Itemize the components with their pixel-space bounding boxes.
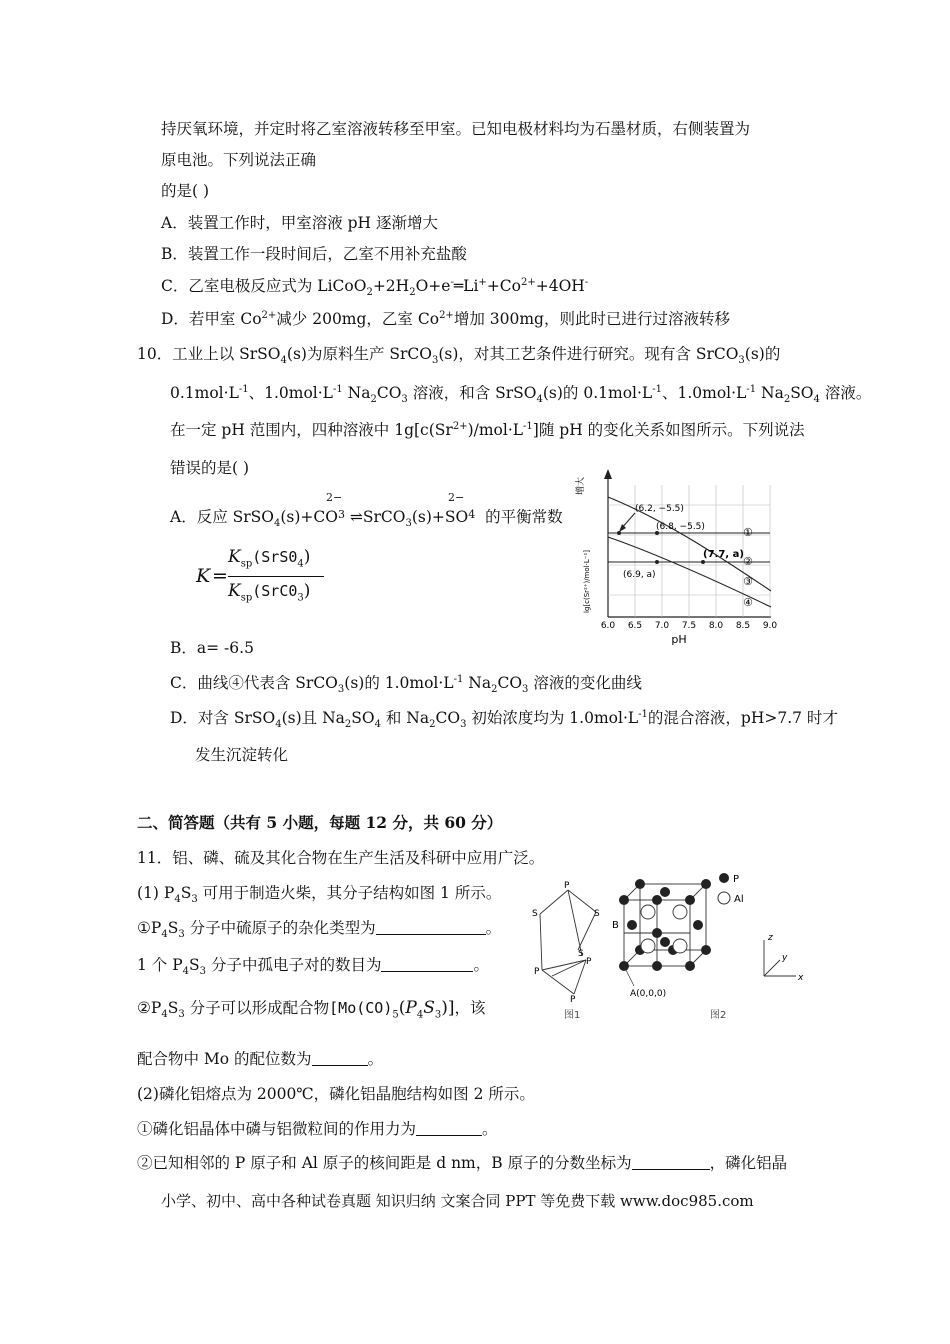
point-label-2: (6.8, −5.5) <box>656 522 705 532</box>
q10-option-b: B．a= -6.5 <box>170 639 254 657</box>
answer-blank-coordination-number[interactable] <box>312 1051 368 1066</box>
curve-label-2: ② <box>743 555 753 568</box>
graph-x-label: pH <box>671 633 687 646</box>
atom-s-right: S <box>594 909 600 919</box>
answer-blank-hybridization[interactable] <box>376 920 486 935</box>
graph-y-axis-title: lg[c(Sr²⁺)/mol·L⁻¹] <box>583 549 591 613</box>
graph-y-label: 增大 <box>576 476 586 495</box>
q9-option-c: C．乙室电极反应式为 $LiCoO_2+2H_2O+e^-═Li^++Co^{2+}+4OH^-$ <box>161 276 589 299</box>
q11-line1: 11．铝、磷、硫及其化合物在生产生活及科研中应用广泛。 <box>137 849 545 867</box>
answer-blank-lone-pairs[interactable] <box>381 957 473 972</box>
p4s3-molecule-figure <box>522 876 622 1026</box>
sr-concentration-graph <box>575 465 790 655</box>
curve-label-1: ① <box>743 526 753 539</box>
x-tick-7.5: 7.5 <box>681 621 697 631</box>
legend-p: P <box>733 874 740 885</box>
curve-label-3: ③ <box>743 575 753 588</box>
point-label-1: (6.2, −5.5) <box>635 504 684 514</box>
x-tick-7.0: 7.0 <box>654 621 670 631</box>
axis-y: y <box>782 953 788 963</box>
label-b: B <box>612 920 619 931</box>
q9-option-d: D．若甲室 $Co^{2+}$减少 200mg，乙室 $Co^{2+}$增加 300mg，则此时已进行过溶液转移 <box>161 309 730 328</box>
point-label-3: (7.7, a) <box>703 549 744 560</box>
page-footer: 小学、初中、高中各种试卷真题 知识归纳 文案合同 PPT 等免费下载 www.doc985.com <box>161 1192 754 1210</box>
x-tick-9.0: 9.0 <box>762 621 778 631</box>
q10-option-d-line2: 发生沉淀转化 <box>195 746 289 764</box>
atom-p-right: P <box>586 957 592 967</box>
q11-line2: (1) $P_4S_3$ 可用于制造火柴，其分子结构如图 1 所示。 <box>137 884 502 906</box>
q10-line1: 10．工业上以 SrSO$_4$(s)为原料生产 SrCO$_3$(s)，对其工艺条件进行研究。现有含 SrCO$_3$(s)的 <box>137 345 781 367</box>
q11-line4: 1 个 $P_4S_3$ 分子中孤电子对的数目为 。 <box>137 956 489 978</box>
atom-s-mid: S <box>578 949 584 959</box>
legend-al-dot <box>718 892 730 904</box>
q10-option-c: C．曲线④代表含 SrCO$_3$(s)的 $1.0mol\cdot L^{-1}$ $Na_2CO_3$ 溶液的变化曲线 <box>170 673 642 696</box>
atom-p-left: P <box>534 967 540 977</box>
q9-line1: 持厌氧环境，并定时将乙室溶液转移至甲室。已知电极材料均为石墨材质，右侧装置为 <box>161 120 751 138</box>
q9-option-b: B．装置工作一段时间后，乙室不用补充盐酸 <box>161 245 467 263</box>
atom-p-top: P <box>564 881 570 891</box>
q11-line9: ②已知相邻的 P 原子和 Al 原子的核间距是 d nm，B 原子的分数坐标为 ，磷化铝晶 <box>137 1154 788 1172</box>
legend-al: Al <box>734 894 744 905</box>
axis-z: z <box>768 933 773 943</box>
q10-option-a: A．反应 $SrSO_4(s)+CO^3$ $\rightleftharpoons SrCO_3(s)+SO^4$ 的平衡常数 <box>170 508 563 530</box>
ion-charge-so4: 2− <box>448 491 465 504</box>
q10-option-d: D．对含 SrSO$_4$(s)且 $Na_2SO_4$ 和 $Na_2CO_3$ 初始浓度均为 $1.0mol\cdot L^{-1}$的混合溶液，pH>7.7 时才 <box>170 708 838 731</box>
section-2-title: 二、简答题（共有 5 小题，每题 12 分，共 60 分） <box>137 813 503 832</box>
curve-label-4: ④ <box>743 596 753 609</box>
q11-line6: 配合物中 Mo 的配位数为 。 <box>137 1050 384 1068</box>
atom-s-left: S <box>532 909 538 919</box>
point-label-4: (6.9, a) <box>623 570 656 580</box>
axis-x: x <box>798 973 804 983</box>
legend-p-dot <box>719 873 729 883</box>
q10-line4: 错误的是( ) <box>170 459 250 477</box>
x-tick-6.0: 6.0 <box>600 621 616 631</box>
fig1-caption: 图1 <box>564 1010 581 1021</box>
q11-line3: $①P_4S_3$ 分子中硫原子的杂化类型为 。 <box>137 919 502 941</box>
q11-line7: (2)磷化铝熔点为 2000℃，磷化铝晶胞结构如图 2 所示。 <box>137 1085 535 1103</box>
q9-option-a: A．装置工作时，甲室溶液 pH 逐渐增大 <box>161 214 438 232</box>
complex-formula: $[Mo(CO)_5(P_4S_3)]$ <box>329 998 455 1021</box>
atom-p-bottom: P <box>570 995 576 1005</box>
answer-blank-b-coordinates[interactable] <box>632 1155 710 1170</box>
answer-blank-bond-type[interactable] <box>416 1121 482 1136</box>
q11-line5: $②P_4S_3$ 分子可以形成配合物$[Mo(CO)_5(P_4S_3)]$，该 <box>137 998 486 1021</box>
q10-line3: 在一定 pH 范围内，四种溶液中 $1g[c(Sr^{2+})/mol\cdot L^{-1}]$随 pH 的变化关系如图所示。下列说法 <box>170 420 805 439</box>
k-formula: K = $K_{sp}(SrS0_4)$ $K_{sp}(SrC0_3)$ <box>196 545 336 611</box>
x-tick-8.0: 8.0 <box>708 621 724 631</box>
x-tick-8.5: 8.5 <box>735 621 751 631</box>
q10-line2: $0.1mol\cdot L^{-1}$、$1.0mol\cdot L^{-1}$ $Na_2CO_3$ 溶液，和含 SrSO$_4$(s)的 $0.1mol\cdot L^{-1}$、$1.0mol\cdot L^{-1}$ $Na_2SO_4$ 溶液。 <box>170 383 872 406</box>
label-a: A(0,0,0) <box>630 989 667 999</box>
q11-line8: ①磷化铝晶体中磷与铝微粒间的作用力为 。 <box>137 1120 498 1138</box>
fig2-caption: 图2 <box>710 1010 727 1021</box>
x-tick-6.5: 6.5 <box>627 621 643 631</box>
ion-charge-co3: 2− <box>326 491 343 504</box>
q9-line2: 原电池。下列说法正确 <box>161 151 317 169</box>
q9-line3: 的是( ) <box>161 182 210 200</box>
alp-unit-cell-figure <box>610 866 815 1024</box>
